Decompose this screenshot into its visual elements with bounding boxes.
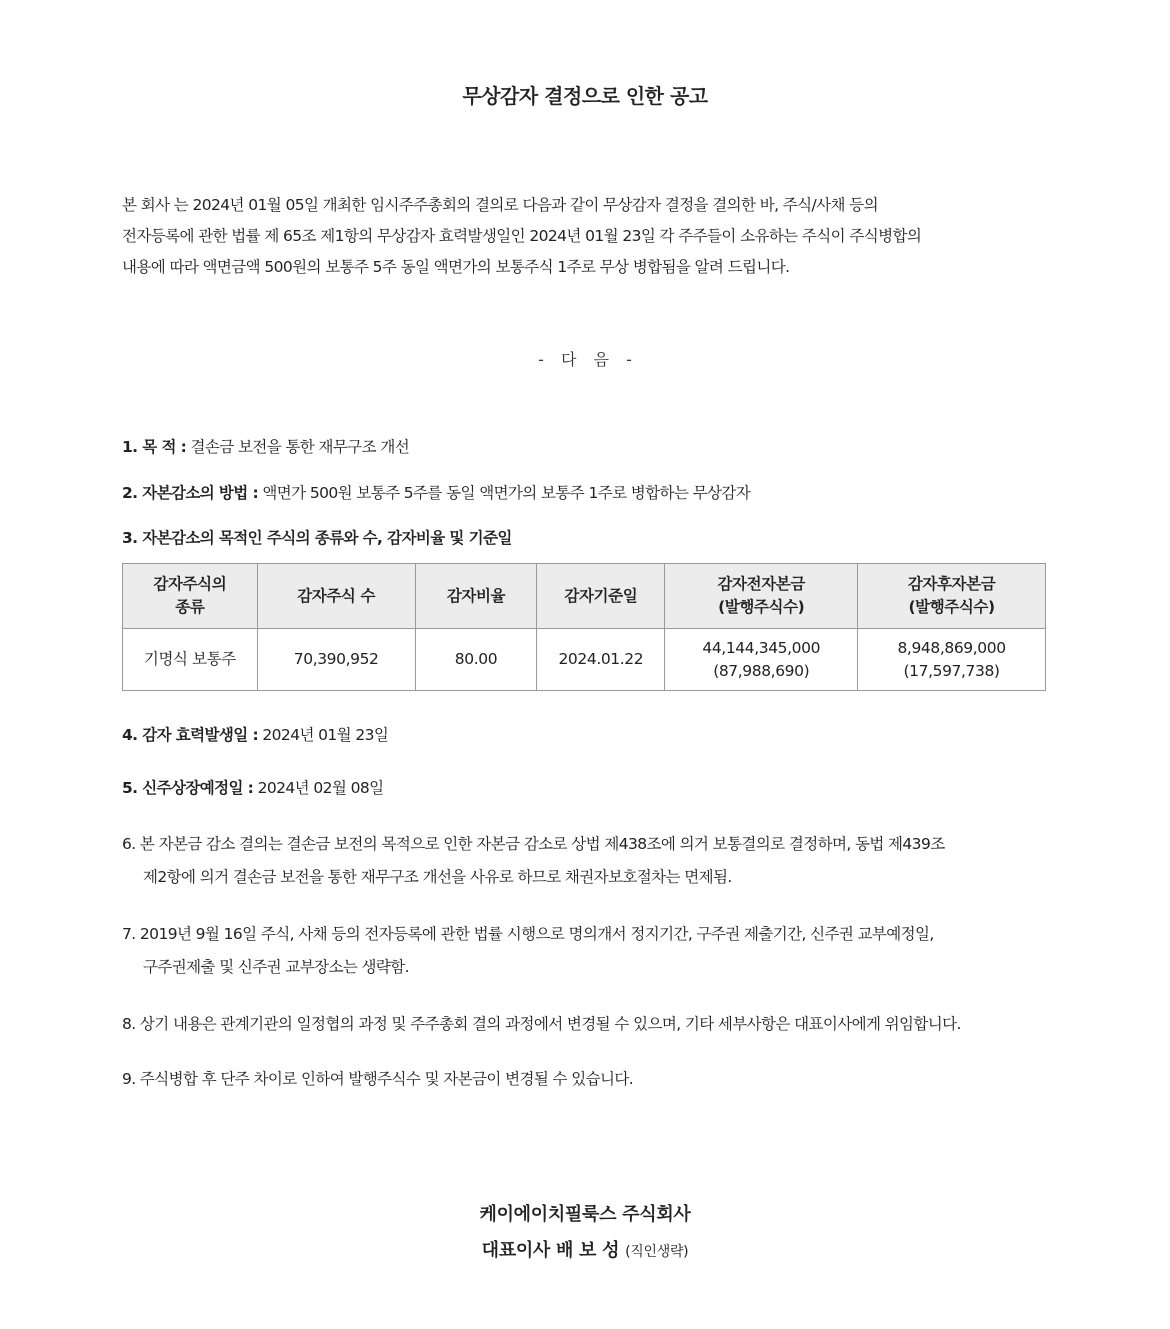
table-header: 감자전자본금 (발행주식수) bbox=[665, 564, 858, 629]
capital-reduction-table bbox=[122, 563, 1046, 691]
section-label: 2. 자본감소의 방법 : bbox=[122, 484, 259, 502]
ceo-signature bbox=[0, 1236, 1170, 1267]
table-cell: 2024.01.22 bbox=[537, 629, 665, 691]
intro-line: 본 회사 는 2024년 01월 05일 개최한 임시주주총회의 결의로 다음과 같이 무상감자 결정을 결의한 바, 주식/사채 등의 bbox=[122, 196, 878, 214]
note-line: 구주권제출 및 신주권 교부장소는 생략함. bbox=[143, 958, 409, 976]
ceo-name: 대표이사 배 보 성 bbox=[481, 1240, 620, 1261]
table-cell: 70,390,952 bbox=[257, 629, 415, 691]
note-line: 6. 본 자본금 감소 결의는 결손금 보전의 목적으로 인한 자본금 감소로 상법 제438조에 의거 보통결의로 결정하며, 동법 제439조 bbox=[122, 835, 945, 853]
section-stock-info bbox=[122, 525, 512, 551]
table-header: 감자주식 수 bbox=[257, 564, 415, 629]
intro-line: 전자등록에 관한 법률 제 65조 제1항의 무상감자 효력발생일인 2024년 01월 23일 각 주주들이 소유하는 주식이 주식병합의 bbox=[122, 227, 922, 245]
section-effective-date bbox=[122, 722, 388, 748]
note-7 bbox=[122, 918, 1082, 984]
section-value: 액면가 500원 보통주 5주를 동일 액면가의 보통주 1주로 병합하는 무상감자 bbox=[258, 484, 751, 502]
section-listing-date bbox=[122, 775, 383, 801]
table-header: 감자기준일 bbox=[537, 564, 665, 629]
section-label: 5. 신주상장예정일 : bbox=[122, 779, 254, 797]
section-value: 2024년 02월 08일 bbox=[253, 779, 384, 797]
table-header: 감자후자본금 (발행주식수) bbox=[858, 564, 1046, 629]
table-header: 감자주식의 종류 bbox=[123, 564, 258, 629]
section-value: 결손금 보전을 통한 재무구조 개선 bbox=[186, 438, 410, 456]
table-header: 감자비율 bbox=[415, 564, 537, 629]
note-9 bbox=[122, 1063, 1082, 1096]
table-cell: 80.00 bbox=[415, 629, 537, 691]
section-label: 4. 감자 효력발생일 : bbox=[122, 726, 259, 744]
seal-note: (직인생략) bbox=[625, 1244, 689, 1260]
intro-paragraph bbox=[122, 190, 1062, 283]
note-6 bbox=[122, 828, 1082, 894]
table-cell: 기명식 보통주 bbox=[123, 629, 258, 691]
section-method bbox=[122, 480, 750, 506]
company-name: 케이에이치필룩스 주식회사 bbox=[479, 1204, 691, 1225]
note-8 bbox=[122, 1008, 1082, 1041]
note-line: 9. 주식병합 후 단주 차이로 인하여 발행주식수 및 자본금이 변경될 수 있습니다. bbox=[122, 1070, 634, 1088]
section-purpose bbox=[122, 434, 409, 460]
table-cell: 8,948,869,000 (17,597,738) bbox=[858, 629, 1046, 691]
section-label: 1. 목 적 : bbox=[122, 438, 187, 456]
section-value: 2024년 01월 23일 bbox=[258, 726, 389, 744]
intro-line: 내용에 따라 액면금액 500원의 보통주 5주 동일 액면가의 보통주식 1주로 무상 병합됨을 알려 드립니다. bbox=[122, 258, 790, 276]
section-label: 3. 자본감소의 목적인 주식의 종류와 수, 감자비율 및 기준일 bbox=[122, 529, 512, 547]
note-line: 8. 상기 내용은 관계기관의 일정협의 과정 및 주주총회 결의 과정에서 변경될 수 있으며, 기타 세부사항은 대표이사에게 위임합니다. bbox=[122, 1015, 961, 1033]
table-row bbox=[123, 629, 1046, 691]
daeum-heading: - 다 음 - bbox=[538, 350, 632, 369]
table-header-row bbox=[123, 564, 1046, 629]
note-line: 제2항에 의거 결손금 보전을 통한 재무구조 개선을 사유로 하므로 채권자보호절차는 면제됨. bbox=[143, 868, 732, 886]
table-cell: 44,144,345,000 (87,988,690) bbox=[665, 629, 858, 691]
notice-title: 무상감자 결정으로 인한 공고 bbox=[462, 84, 708, 108]
note-line: 7. 2019년 9월 16일 주식, 사채 등의 전자등록에 관한 법률 시행으로 명의개서 정지기간, 구주권 제출기간, 신주권 교부예정일, bbox=[122, 925, 934, 943]
